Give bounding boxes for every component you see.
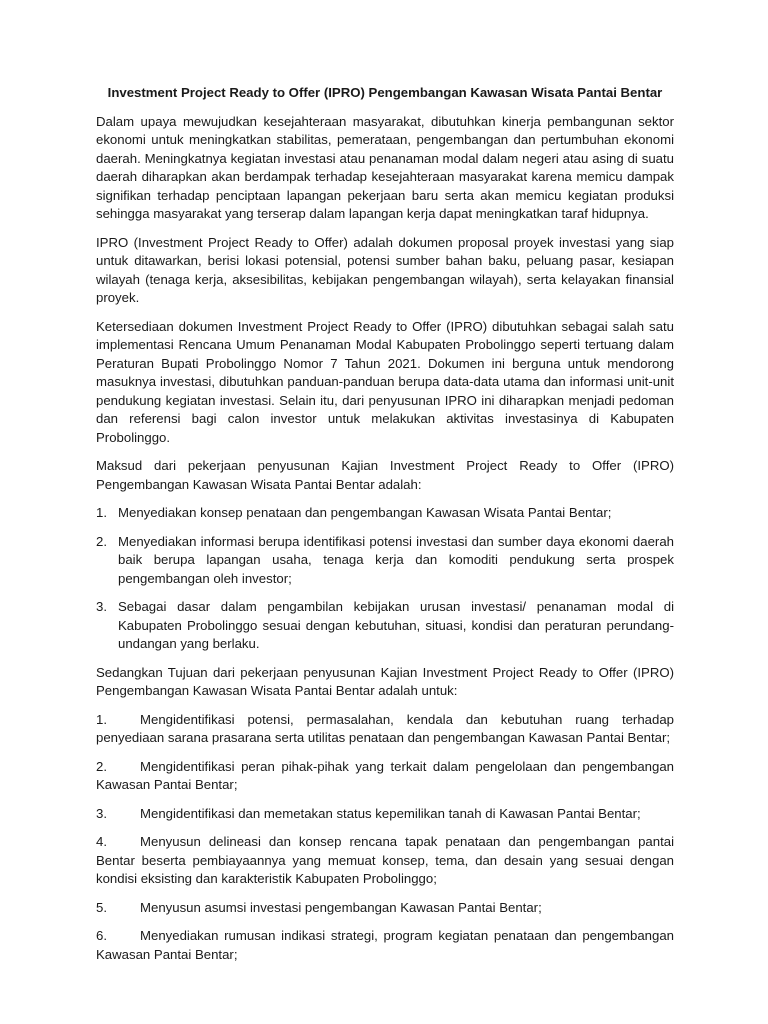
list-item-text: Sebagai dasar dalam pengambilan kebijakan urusan investasi/ penanaman modal di Kabupaten Probolinggo sesuai dengan kebutuhan, situasi, kondisi dan peraturan perundang-undangan yang berlaku.	[118, 599, 674, 651]
paragraph-ipro-definition: IPRO (Investment Project Ready to Offer) adalah dokumen proposal proyek investasi yang siap untuk ditawarkan, berisi lokasi potensial, potensi sumber bahan baku, peluang pasar, kesiapan wilayah (tenaga kerja, aksesibilitas, kebijakan pengembangan wilayah), serta kelayakan finansial proyek.	[96, 234, 674, 305]
paragraph-ipro-availability: Ketersediaan dokumen Investment Project Ready to Offer (IPRO) dibutuhkan sebagai salah satu implementasi Rencana Umum Penanaman Modal Kabupaten Probolinggo seperti tertuang dalam Peraturan Bupati Probolinggo Nomor 7 Tahun 2021. Dokumen ini berguna untuk mendorong masuknya investasi, dibutuhkan panduan-panduan berupa data-data utama dan informasi unit-unit pendukung kegiatan investasi. Selain itu, dari penyusunan IPRO ini diharapkan menjadi pedoman dan referensi bagi calon investor untuk melakukan aktivitas investasinya di Kabupaten Probolinggo.	[96, 318, 674, 445]
list-item-number: 3.	[96, 805, 107, 821]
list-item-text: Mengidentifikasi dan memetakan status kepemilikan tanah di Kawasan Pantai Bentar;	[140, 805, 641, 821]
document-title: Investment Project Ready to Offer (IPRO) Pengembangan Kawasan Wisata Pantai Bentar	[107, 85, 663, 100]
list-item-text: Mengidentifikasi potensi, permasalahan, kendala dan kebutuhan ruang terhadap penyediaan sarana prasarana serta utilitas penataan dan pengembangan Kawasan Pantai Bentar;	[96, 711, 674, 745]
list-item-number: 2.	[96, 533, 107, 549]
list-item	[96, 504, 674, 523]
list-item-number: 5.	[96, 899, 107, 915]
list-item-number: 4.	[96, 834, 107, 849]
paragraph-maksud-intro: Maksud dari pekerjaan penyusunan Kajian Investment Project Ready to Offer (IPRO) Pengembangan Kawasan Wisata Pantai Bentar adalah:	[96, 458, 674, 492]
list-item-text: Menyediakan konsep penataan dan pengembangan Kawasan Wisata Pantai Bentar;	[118, 505, 612, 520]
list-item-number: 6.	[96, 928, 107, 943]
list-item	[96, 711, 674, 748]
list-item-number: 2.	[96, 758, 107, 774]
list-item-text: Mengidentifikasi peran pihak-pihak yang terkait dalam pengelolaan dan pengembangan Kawasan Pantai Bentar;	[96, 758, 674, 792]
list-item-text: Menyediakan rumusan indikasi strategi, program kegiatan penataan dan pengembangan Kawasan Pantai Bentar;	[96, 928, 674, 962]
list-item-text: Menyediakan informasi berupa identifikasi potensi investasi dan sumber daya ekonomi daerah baik berupa lapangan usaha, tenaga kerja dan komoditi pendukung serta prospek pengembangan oleh investor;	[118, 533, 674, 586]
paragraph-tujuan-intro: Sedangkan Tujuan dari pekerjaan penyusunan Kajian Investment Project Ready to Offer (IPRO) Pengembangan Kawasan Wisata Pantai Bentar adalah untuk:	[96, 664, 674, 698]
list-item-text: Menyusun asumsi investasi pengembangan Kawasan Pantai Bentar;	[140, 899, 542, 915]
list-item	[96, 899, 674, 918]
tujuan-list	[96, 711, 674, 965]
list-item-number: 1.	[96, 711, 107, 727]
list-item	[96, 833, 674, 889]
list-item	[96, 805, 674, 824]
list-item-text: Menyusun delineasi dan konsep rencana tapak penataan dan pengembangan pantai Bentar beserta pembiayaannya yang memuat konsep, tema, dan desain yang sesuai dengan kondisi eksisting dan karakteristik Kabupaten Probolinggo;	[96, 834, 674, 886]
list-item	[96, 533, 674, 589]
list-item-number: 3.	[96, 599, 107, 614]
paragraph-intro: Dalam upaya mewujudkan kesejahteraan masyarakat, dibutuhkan kinerja pembangunan sektor ekonomi untuk meningkatkan stabilitas, pemerataan, pengembangan dan pertumbuhan ekonomi daerah. Meningkatnya kegiatan investasi atau penanaman modal dalam negeri atau asing di suatu daerah diharapkan akan berdampak terhadap kesejahteraan masyarakat karena memicu dampak signifikan terhadap penciptaan lapangan pekerjaan baru serta akan memicu kegiatan produksi sehingga masyarakat yang terserap dalam lapangan kerja dapat meningkatkan taraf hidupnya.	[96, 113, 674, 221]
list-item	[96, 758, 674, 795]
maksud-list	[96, 504, 674, 654]
document-page	[96, 84, 674, 974]
list-item-number: 1.	[96, 505, 107, 520]
list-item	[96, 598, 674, 654]
list-item	[96, 927, 674, 964]
